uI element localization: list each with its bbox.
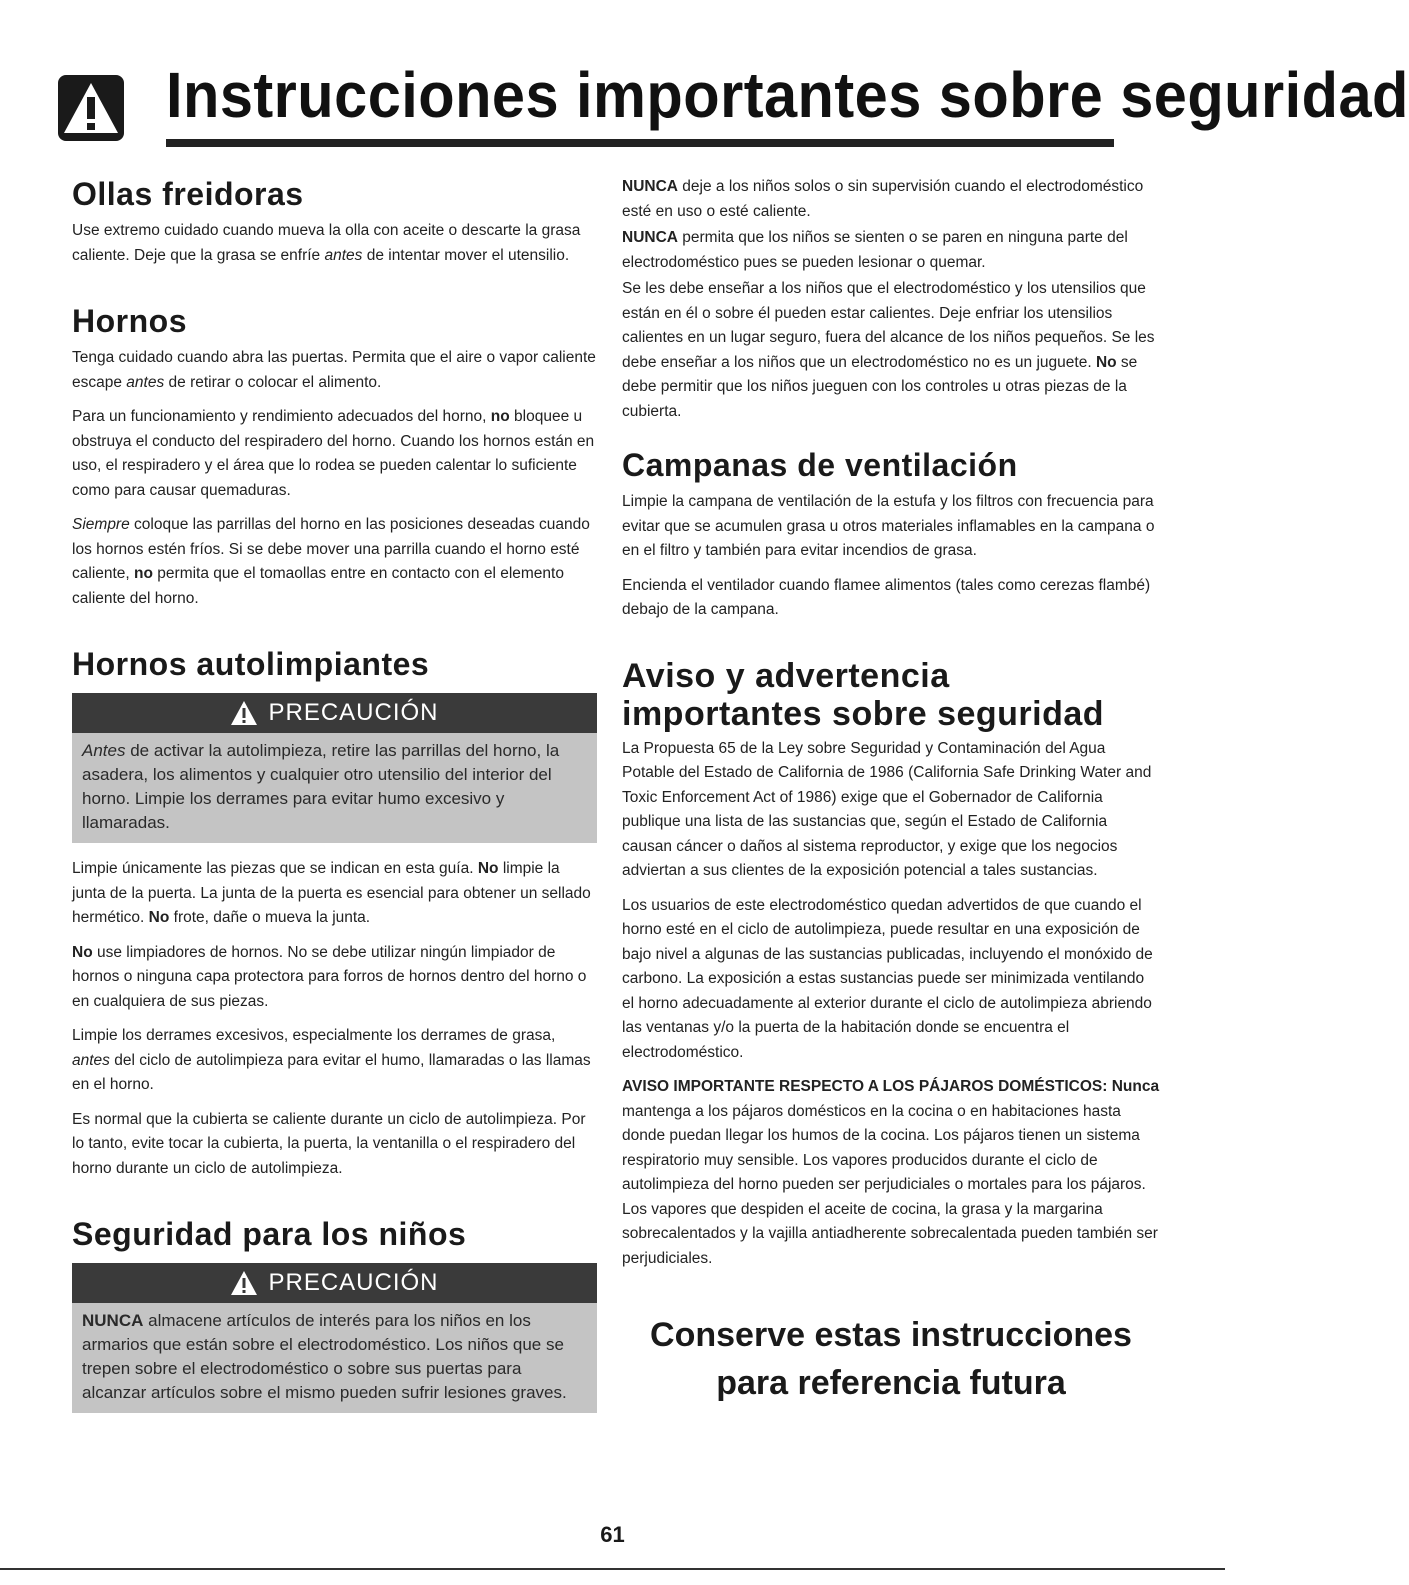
paragraph: Limpie la campana de ventilación de la estufa y los filtros con frecuencia para evitar que se acumulen grasa u otros materiales inflamables en la campana o en el filtro y también para evitar incendios de grasa. [622, 493, 1155, 559]
page-title: Instrucciones importantes sobre seguridad [166, 59, 1409, 131]
heading-hornos-autolimpiantes: Hornos autolimpiantes [72, 646, 430, 682]
closing-line: para referencia futura [716, 1364, 1066, 1402]
heading-seguridad-ninos: Seguridad para los niños [72, 1216, 467, 1252]
paragraph: Use extremo cuidado cuando mueva la olla con aceite o descarte la grasa caliente. Deje que la grasa se enfríe antes de intentar mover el utensilio. [72, 222, 581, 264]
section-seguridad-ninos [72, 1215, 597, 1413]
warning-triangle-icon [56, 73, 126, 143]
paragraph: Limpie los derrames excesivos, especialmente los derrames de grasa, antes del ciclo de autolimpieza para evitar el humo, llamaradas o las llamas en el horno. [72, 1027, 591, 1093]
caution-label: PRECAUCIÓN [268, 1269, 439, 1296]
section-hornos-autolimpiantes [72, 645, 597, 1181]
closing-line: Conserve estas instrucciones [650, 1316, 1132, 1354]
paragraph: No use limpiadores de hornos. No se debe utilizar ningún limpiador de hornos o ninguna capa protectora para forros de hornos dentro del horno o en cualquiera de sus piezas. [72, 943, 587, 1010]
caution-box [72, 1263, 597, 1413]
paragraph: Los usuarios de este electrodoméstico quedan advertidos de que cuando el horno esté en el ciclo de autolimpieza, puede resultar en una exposición de bajo nivel a algunas de las sustancias publicadas, incluyendo el monóxido de carbono. La exposición a estas sustancias puede ser minimizada ventilando el horno adecuadamente al exterior durante el ciclo de autolimpieza abriendo las ventanas y/o la puerta de la habitación donde se encuentra el electrodoméstico. [622, 896, 1153, 1061]
title-rule [166, 139, 1114, 147]
section-ollas-freidoras [72, 175, 597, 268]
paragraph: NUNCA deje a los niños solos o sin supervisión cuando el electrodoméstico esté en uso o esté caliente. [622, 178, 1144, 220]
page-header [56, 55, 1409, 147]
caution-box [72, 693, 597, 843]
warning-icon [230, 700, 258, 726]
closing-note [622, 1311, 1160, 1407]
warning-icon [230, 1270, 258, 1296]
caution-text: Antes de activar la autolimpieza, retire las parrillas del horno, la asadera, los alimentos y cualquier otro utensilio del interior del horno. Limpie los derrames para evitar humo excesivo y llamaradas. [72, 733, 597, 843]
caution-header [72, 1263, 597, 1303]
paragraph: Encienda el ventilador cuando flamee alimentos (tales como cerezas flambé) debajo de la campana. [622, 576, 1151, 618]
paragraph: Para un funcionamiento y rendimiento adecuados del horno, no bloquee u obstruya el conducto del respiradero del horno. Cuando los hornos están en uso, el respiradero y el área que lo rodea se pueden calentar lo suficiente como para causar quemaduras. [72, 408, 595, 499]
caution-header [72, 693, 597, 733]
section-aviso [622, 657, 1160, 1272]
heading-aviso: Aviso y advertencia importantes sobre seguridad [622, 656, 1105, 733]
heading-campanas: Campanas de ventilación [622, 447, 1018, 483]
heading-hornos: Hornos [72, 303, 187, 339]
paragraph: La Propuesta 65 de la Ley sobre Seguridad y Contaminación del Agua Potable del Estado de California de 1986 (California Safe Drinking Water and Toxic Enforcement Act of 1986) exige que el Gobernador de California publique una lista de las sustancias que, según el Estado de California causan cáncer o daños al sistema reproductor, y exige que los negocios adviertan a sus clientes de la exposición potencial a tales sustancias. [622, 739, 1152, 879]
paragraph: Tenga cuidado cuando abra las puertas. Permita que el aire o vapor caliente escape antes de retirar o colocar el alimento. [72, 349, 596, 391]
bottom-rule [0, 1568, 1225, 1570]
paragraph: Se les debe enseñar a los niños que el electrodoméstico y los utensilios que están en él o sobre él pueden estar calientes. Deje enfriar los utensilios calientes en un lugar seguro, fuera del alcance de los niños pequeños. Se les debe enseñar a los niños que un electrodoméstico no es un juguete. No se debe permitir que los niños jueguen con los controles u otras piezas de la cubierta. [622, 280, 1155, 420]
paragraph: Limpie únicamente las piezas que se indican en esta guía. No limpie la junta de la puerta. La junta de la puerta es esencial para obtener un sellado hermético. No frote, dañe o mueva la junta. [72, 860, 591, 926]
paragraph: AVISO IMPORTANTE RESPECTO A LOS PÁJAROS DOMÉSTICOS: Nunca mantenga a los pájaros domésticos en la cocina o en habitaciones hasta donde puedan llegar los humos de la cocina. Los pájaros tienen un sistema respiratorio muy sensible. Los vapores producidos durante el ciclo de autolimpieza del horno pueden ser perjudiciales o mortales para los pájaros. Los vapores que despiden el aceite de cocina, la grasa y la margarina sobrecalentados y la vajilla antiadherente sobrecalentada pueden también ser perjudiciales. [622, 1078, 1160, 1267]
page-number: 61 [600, 1522, 625, 1547]
section-ninos-continued [622, 175, 1160, 424]
paragraph: NUNCA permita que los niños se sienten o se paren en ninguna parte del electrodoméstico pues se pueden lesionar o quemar. [622, 229, 1128, 271]
paragraph: Es normal que la cubierta se caliente durante un ciclo de autolimpieza. Por lo tanto, evite tocar la cubierta, la puerta, la ventanilla o el respiradero del horno durante un ciclo de autolimpieza. [72, 1110, 586, 1177]
right-column [622, 175, 1160, 1407]
section-campanas [622, 446, 1160, 623]
heading-ollas-freidoras: Ollas freidoras [72, 176, 304, 212]
caution-label: PRECAUCIÓN [268, 699, 439, 726]
section-hornos [72, 302, 597, 611]
caution-text: NUNCA almacene artículos de interés para los niños en los armarios que están sobre el electrodoméstico. Los niños que se trepen sobre el electrodoméstico o sobre sus puertas para alcanzar artículos sobre el mismo pueden sufrir lesiones graves. [72, 1303, 597, 1413]
paragraph: Siempre coloque las parrillas del horno en las posiciones deseadas cuando los hornos estén fríos. Si se debe mover una parrilla cuando el horno esté caliente, no permita que el tomaollas entre en contacto con el elemento caliente del horno. [72, 516, 590, 607]
left-column [72, 175, 597, 1447]
